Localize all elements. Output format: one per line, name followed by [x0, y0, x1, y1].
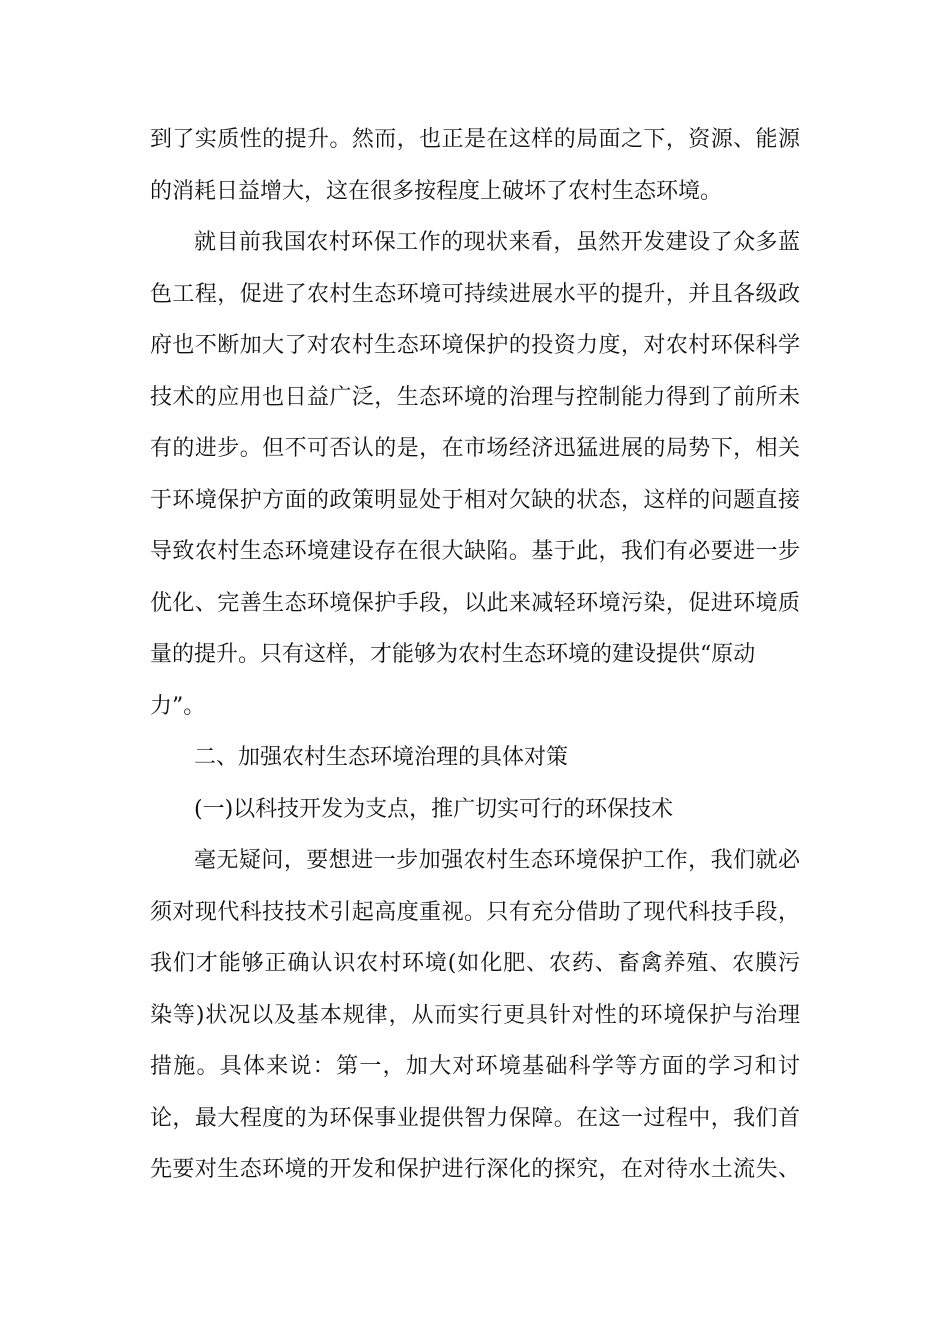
- text-line-12: 力”。: [150, 693, 206, 719]
- text-line-11: 量的提升。只有这样，才能够为农村生态环境的建设提供“原动: [150, 642, 756, 667]
- body-text: [150, 114, 800, 1196]
- text-line-16: 须对现代科技技术引起高度重视。只有充分借助了现代科技手段，: [150, 899, 800, 925]
- section-heading: 二、加强农村生态环境治理的具体对策: [194, 745, 569, 770]
- text-line-1: 到了实质性的提升。然而，也正是在这样的局面之下，资源、能源: [150, 127, 800, 152]
- text-line-18: 染等)状况以及基本规律，从而实行更具针对性的环境保护与治理: [150, 1002, 800, 1028]
- text-line-7: 有的进步。但不可否认的是，在市场经济迅猛进展的局势下，相关: [150, 436, 800, 461]
- text-line-4: 色工程，促进了农村生态环境可持续进展水平的提升，并且各级政: [150, 281, 800, 307]
- text-line-17: 我们才能够正确认识农村环境(如化肥、农药、畜禽养殖、农膜污: [150, 951, 800, 976]
- text-line-9: 导致农村生态环境建设存在很大缺陷。基于此，我们有必要进一步: [150, 539, 800, 564]
- text-line-5: 府也不断加大了对农村生态环境保护的投资力度，对农村环保科学: [150, 333, 800, 358]
- text-line-19: 措施。具体来说：第一，加大对环境基础科学等方面的学习和讨: [150, 1054, 800, 1079]
- text-line-10: 优化、完善生态环境保护手段，以此来减轻环境污染，促进环境质: [150, 590, 800, 616]
- text-line-20: 论，最大程度的为环保事业提供智力保障。在这一过程中，我们首: [150, 1105, 800, 1131]
- text-line-21: 先要对生态环境的开发和保护进行深化的探究，在对待水土流失、: [150, 1157, 800, 1182]
- text-line-2: 的消耗日益增大，这在很多按程度上破坏了农村生态环境。: [150, 178, 723, 204]
- subsection-heading: (一)以科技开发为支点，推广切实可行的环保技术: [194, 796, 674, 822]
- text-line-6: 技术的应用也日益广泛，生态环境的治理与控制能力得到了前所未: [150, 384, 800, 410]
- text-line-8: 于环境保护方面的政策明显处于相对欠缺的状态，这样的问题直接: [150, 487, 800, 513]
- text-line-3: 就目前我国农村环保工作的现状来看，虽然开发建设了众多蓝: [194, 230, 800, 255]
- text-line-15: 毫无疑问，要想进一步加强农村生态环境保护工作，我们就必: [194, 848, 800, 873]
